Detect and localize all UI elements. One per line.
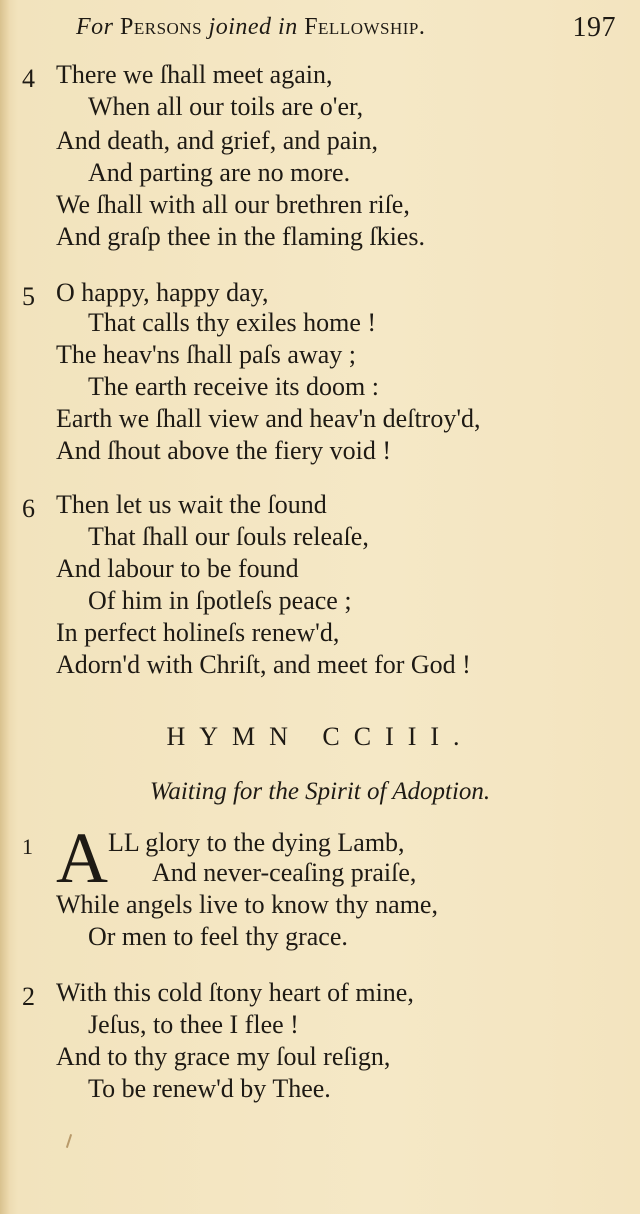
- verse-line: Adorn'd with Chriſt, and meet for God !: [56, 650, 471, 679]
- verse-line: There we ſhall meet again,: [56, 60, 333, 89]
- verse-number: 1: [22, 834, 33, 859]
- drop-cap: A: [56, 818, 108, 898]
- verse-line: That ſhall our ſouls releaſe,: [88, 522, 369, 551]
- verse-line: We ſhall with all our brethren riſe,: [56, 190, 410, 219]
- verse-line: Jeſus, to thee I flee !: [88, 1010, 299, 1039]
- verse-line: And never-ceaſing praiſe,: [152, 858, 417, 887]
- verse-line: That calls thy exiles home !: [88, 308, 377, 337]
- verse-number: 2: [22, 982, 35, 1011]
- verse-line: Earth we ſhall view and heav'n deſtroy'd,: [56, 404, 481, 433]
- verse-line: And parting are no more.: [88, 158, 351, 187]
- verse-line: The heav'ns ſhall paſs away ;: [56, 340, 356, 369]
- verse-line: In perfect holineſs renew'd,: [56, 618, 340, 647]
- verse-line: The earth receive its doom :: [88, 372, 379, 401]
- verse-line: With this cold ſtony heart of mine,: [56, 978, 414, 1007]
- verse-line: And to thy grace my ſoul reſign,: [56, 1042, 391, 1071]
- verse-line: And ſhout above the fiery void !: [56, 436, 392, 465]
- verse-line: And death, and grief, and pain,: [56, 126, 379, 155]
- verse-number: 5: [22, 282, 35, 311]
- header-fellowship: Fellowship.: [304, 14, 426, 40]
- header-title: [76, 14, 425, 41]
- ink-mark: [66, 1134, 72, 1148]
- running-header: [76, 10, 616, 46]
- header-for: For: [76, 14, 114, 40]
- verse-number: 6: [22, 494, 35, 523]
- verse-line: O happy, happy day,: [56, 278, 269, 307]
- hymn-subtitle: Waiting for the Spirit of Adoption.: [149, 778, 491, 805]
- header-persons: Persons: [120, 14, 203, 40]
- verse-line: And labour to be found: [56, 554, 299, 583]
- verse-line: Of him in ſpotleſs peace ;: [88, 586, 352, 615]
- header-joined-in: joined in: [208, 14, 298, 40]
- book-gutter: [0, 0, 10, 1214]
- hymn-title: HYMN CCIII.: [166, 722, 474, 751]
- verse-line: And graſp thee in the flaming ſkies.: [56, 222, 425, 251]
- verse-line: Then let us wait the ſound: [56, 490, 327, 519]
- verse-line: When all our toils are o'er,: [88, 92, 364, 121]
- verse-line: LL glory to the dying Lamb,: [108, 828, 405, 857]
- verse-line: To be renew'd by Thee.: [88, 1074, 331, 1103]
- verse-number: 4: [22, 64, 35, 93]
- page-number: 197: [572, 12, 616, 43]
- verse-line: While angels live to know thy name,: [56, 890, 438, 919]
- verse-line: Or men to feel thy grace.: [88, 922, 348, 951]
